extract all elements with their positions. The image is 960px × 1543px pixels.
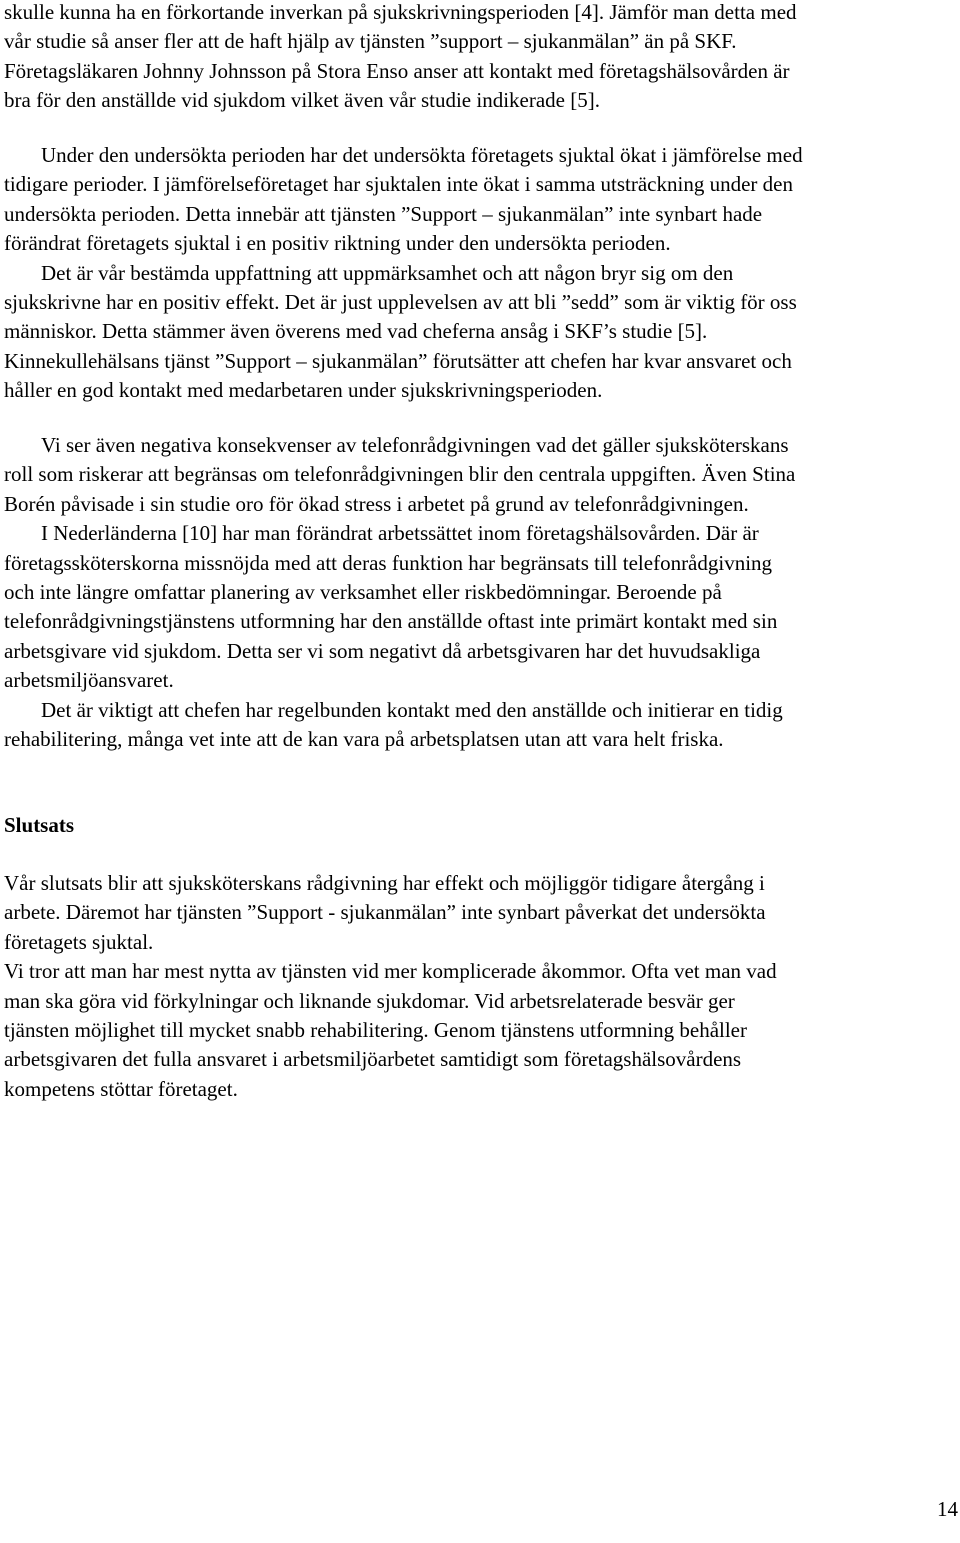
text-line: sjukskrivne har en positiv effekt. Det är just upplevelsen av att bli ”sedd” som är viktig för oss — [4, 290, 797, 315]
text-line: företagets sjuktal. — [4, 929, 154, 954]
text-line: Det är viktigt att chefen har regelbunden kontakt med den anställde och initierar en tidig — [41, 697, 783, 722]
text-line: tidigare perioder. I jämförelseföretaget har sjuktalen inte ökat i samma utsträckning under den — [4, 172, 793, 197]
text-line: roll som riskerar att begränsas om telefonrådgivningen blir den centrala uppgiften. Även Stina — [4, 462, 796, 487]
text-line: arbetsgivare vid sjukdom. Detta ser vi som negativt då arbetsgivaren har det huvudsakliga — [4, 638, 761, 663]
text-line: Vi tror att man har mest nytta av tjänsten vid mer komplicerade åkommor. Ofta vet man vad — [4, 959, 777, 984]
text-line: arbetsgivaren det fulla ansvaret i arbetsmiljöarbetet samtidigt som företagshälsovårdens — [4, 1047, 742, 1072]
text-line: Det är vår bestämda uppfattning att uppmärksamhet och att någon bryr sig om den — [41, 260, 734, 285]
paragraph-negativa — [4, 431, 956, 754]
text-line: man ska göra vid förkylningar och liknande sjukdomar. Vid arbetsrelaterade besvär ger — [4, 988, 735, 1013]
text-line: skulle kunna ha en förkortande inverkan på sjukskrivningsperioden [4]. Jämför man detta med — [4, 0, 797, 24]
text-line: Vår slutsats blir att sjuksköterskans rådgivning har effekt och möjliggör tidigare återgång i — [4, 871, 765, 895]
text-line: kompetens stöttar företaget. — [4, 1076, 238, 1101]
paragraph-continuation — [4, 0, 956, 116]
text-line: Kinnekullehälsans tjänst ”Support – sjukanmälan” förutsätter att chefen har kvar ansvaret och — [4, 348, 792, 373]
paragraph-sjuktal — [4, 141, 956, 406]
text-line: arbete. Däremot har tjänsten ”Support - sjukanmälan” inte synbart påverkat det undersökta — [4, 900, 766, 925]
text-line: Vi ser även negativa konsekvenser av telefonrådgivningen vad det gäller sjuksköterskans — [41, 433, 789, 457]
text-line: Företagsläkaren Johnny Johnsson på Stora Enso anser att kontakt med företagshälsovården är — [4, 58, 790, 83]
text-line: Borén påvisade i sin studie oro för ökad stress i arbetet på grund av telefonrådgivningen. — [4, 491, 749, 516]
text-line: rehabilitering, många vet inte att de kan vara på arbetsplatsen utan att vara helt friska. — [4, 727, 724, 752]
text-line: arbetsmiljöansvaret. — [4, 668, 174, 693]
text-line: bra för den anställde vid sjukdom vilket även vår studie indikerade [5]. — [4, 88, 600, 113]
paragraph-slutsats — [4, 869, 956, 1104]
page-number: 14 — [937, 1497, 958, 1521]
text-line: I Nederländerna [10] har man förändrat arbetssättet inom företagshälsovården. Där är — [41, 521, 759, 546]
text-line: människor. Detta stämmer även överens med vad cheferna ansåg i SKF’s studie [5]. — [4, 319, 708, 344]
text-line: och inte längre omfattar planering av verksamhet eller riskbedömningar. Beroende på — [4, 580, 722, 605]
text-line: håller en god kontakt med medarbetaren under sjukskrivningsperioden. — [4, 378, 603, 403]
text-line: förändrat företagets sjuktal i en positiv riktning under den undersökta perioden. — [4, 231, 671, 256]
text-line: företagssköterskorna missnöjda med att deras funktion har begränsats till telefonrådgivning — [4, 550, 773, 575]
text-line: telefonrådgivningstjänstens utformning har den anställde oftast inte primärt kontakt med sin — [4, 609, 778, 634]
text-line: tjänsten möjlighet till mycket snabb rehabilitering. Genom tjänstens utformning behåller — [4, 1018, 747, 1043]
text-line: undersökta perioden. Detta innebär att tjänsten ”Support – sjukanmälan” inte synbart hade — [4, 201, 763, 226]
text-line: vår studie så anser fler att de haft hjälp av tjänsten ”support – sjukanmälan” än på SKF. — [4, 29, 737, 54]
section-heading: Slutsats — [4, 813, 75, 837]
text-line: Under den undersökta perioden har det undersökta företagets sjuktal ökat i jämförelse med — [41, 143, 803, 167]
